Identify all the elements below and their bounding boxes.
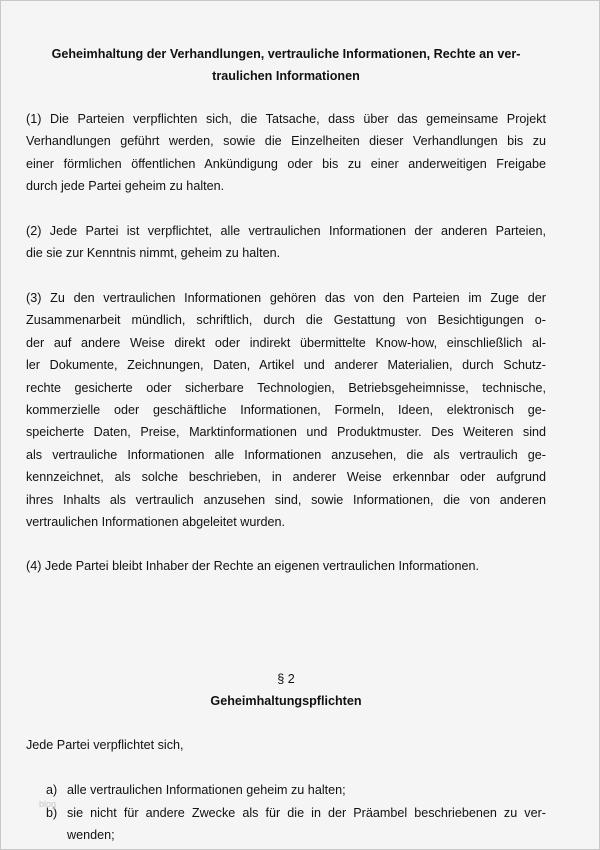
watermark: blog xyxy=(39,799,57,809)
text-line: Verhandlungen geführt werden, sowie die Einzelheiten dieser Verhandlungen bis zu xyxy=(26,134,546,149)
text-line: Zusammenarbeit mündlich, schriftlich, durch die Gestattung von Besichtigungen o- xyxy=(26,313,546,328)
paragraph-1 xyxy=(26,108,546,198)
text-line: durch jede Partei geheim zu halten. xyxy=(26,179,225,194)
section-number: § 2 xyxy=(277,672,295,686)
list-marker: a) xyxy=(46,783,58,797)
text-line: rechte gesicherte oder sicherbare Technologien, Betriebsgeheimnisse, technische, xyxy=(26,380,546,395)
text-line: die sie zur Kenntnis nimmt, geheim zu halten. xyxy=(26,246,281,261)
text-line: alle vertraulichen Informationen geheim zu halten; xyxy=(67,783,346,797)
text-line: (4) Jede Partei bleibt Inhaber der Rechte an eigenen vertraulichen Informationen. xyxy=(26,559,479,573)
section-2-intro xyxy=(26,734,546,756)
text-line: der auf andere Weise direkt oder indirekt übermittelte Know-how, einschließlich al- xyxy=(26,335,546,350)
text-line: kommerzielle oder geschäftliche Informationen, Formeln, Ideen, elektronisch ge- xyxy=(26,402,546,417)
section-title xyxy=(26,43,546,88)
section-title: Geheimhaltungspflichten xyxy=(210,694,362,709)
paragraph-2 xyxy=(26,220,546,265)
text-line: (1) Die Parteien verpflichten sich, die Tatsache, dass über das gemeinsame Projekt xyxy=(26,112,546,126)
text-line: sie nicht für andere Zwecke als für die in der Präambel beschriebenen zu ver- xyxy=(67,806,546,820)
text-line: als vertrauliche Informationen alle Informationen anzusehen, die als vertraulich ge- xyxy=(26,447,546,462)
text-line: Jede Partei verpflichtet sich, xyxy=(26,738,184,752)
title-line: Geheimhaltung der Verhandlungen, vertrauliche Informationen, Rechte an ver- xyxy=(51,47,521,61)
text-line: ler Dokumente, Zeichnungen, Daten, Artikel und anderer Materialien, durch Schutz- xyxy=(26,358,546,373)
list-marker: b) xyxy=(46,806,58,820)
title-line: traulichen Informationen xyxy=(212,69,360,84)
text-line: kennzeichnet, als solche beschrieben, in anderer Weise erkennbar oder aufgrund xyxy=(26,470,546,485)
text-line: ihres Inhalts als vertraulich anzusehen sind, sowie Informationen, die von anderen xyxy=(26,492,546,507)
text-line: speicherte Daten, Preise, Marktinformationen und Produktmuster. Des Weiteren sind xyxy=(26,425,546,440)
paragraph-4 xyxy=(26,555,546,577)
text-line: (2) Jede Partei ist verpflichtet, alle vertraulichen Informationen der anderen Parteien, xyxy=(26,224,546,238)
text-line: (3) Zu den vertraulichen Informationen gehören das von den Parteien im Zuge der xyxy=(26,291,546,305)
paragraph-3 xyxy=(26,287,546,533)
text-line: einer förmlichen öffentlichen Ankündigung oder bis zu einer anderweitigen Freigabe xyxy=(26,156,546,171)
text-line: wenden; xyxy=(67,828,115,843)
text-line: vertraulichen Informationen abgeleitet wurden. xyxy=(26,514,286,529)
section-2-heading xyxy=(26,668,546,713)
